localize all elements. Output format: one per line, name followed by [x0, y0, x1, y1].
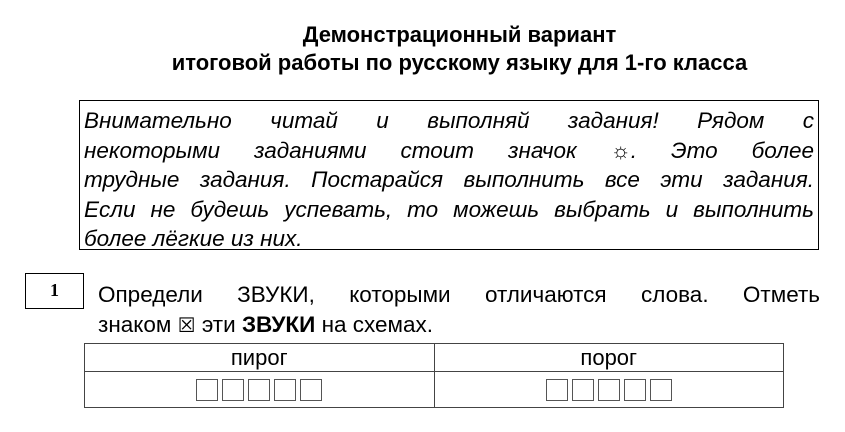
task-text-middle: эти — [201, 312, 236, 337]
task-text-suffix: на схемах. — [321, 312, 434, 337]
scheme-cells-2-container — [434, 372, 784, 408]
instructions-line-2-end: . Это более — [630, 137, 814, 163]
checked-box-icon: ☒ — [177, 315, 196, 337]
sound-cell[interactable] — [248, 379, 270, 401]
task-number: 1 — [25, 273, 84, 309]
scheme-word-2: порог — [434, 344, 784, 372]
doc-title-line-1: Демонстрационный вариант — [302, 22, 617, 47]
instructions-line-2-text: некоторыми заданиями стоит значок — [84, 137, 577, 163]
sound-cell[interactable] — [598, 379, 620, 401]
instructions-line-2 — [84, 136, 814, 166]
task-text-bold: ЗВУКИ — [241, 312, 316, 337]
scheme-cells-1 — [196, 379, 322, 401]
instructions-line-5: более лёгкие из них. — [84, 226, 303, 251]
task-text-line-1: Определи ЗВУКИ, которыми отличаются слова. Отметь — [98, 282, 820, 307]
sound-cell[interactable] — [572, 379, 594, 401]
sun-icon: ☼ — [610, 137, 631, 163]
task-text-prefix: знаком — [98, 312, 172, 337]
scheme-cells-1-container — [85, 372, 435, 408]
sound-cell[interactable] — [274, 379, 296, 401]
sound-cell[interactable] — [546, 379, 568, 401]
schemes-table — [84, 343, 784, 408]
sound-cell[interactable] — [650, 379, 672, 401]
sound-cell[interactable] — [222, 379, 244, 401]
task-text — [98, 280, 820, 341]
instructions-line-3: трудные задания. Постарайся выполнить все эти задания. — [84, 167, 814, 192]
sound-cell[interactable] — [624, 379, 646, 401]
sound-cell[interactable] — [196, 379, 218, 401]
instructions-line-1: Внимательно читай и выполняй задания! Рядом с — [84, 108, 814, 133]
instructions-line-4: Если не будешь успевать, то можешь выбрать и выполнить — [84, 196, 814, 222]
scheme-cells-2 — [546, 379, 672, 401]
task-text-line-2 — [98, 310, 820, 341]
scheme-word-1: пирог — [85, 344, 435, 372]
instructions-box — [79, 100, 819, 250]
doc-title-line-2: итоговой работы по русскому языку для 1-го класса — [171, 50, 748, 75]
sound-cell[interactable] — [300, 379, 322, 401]
